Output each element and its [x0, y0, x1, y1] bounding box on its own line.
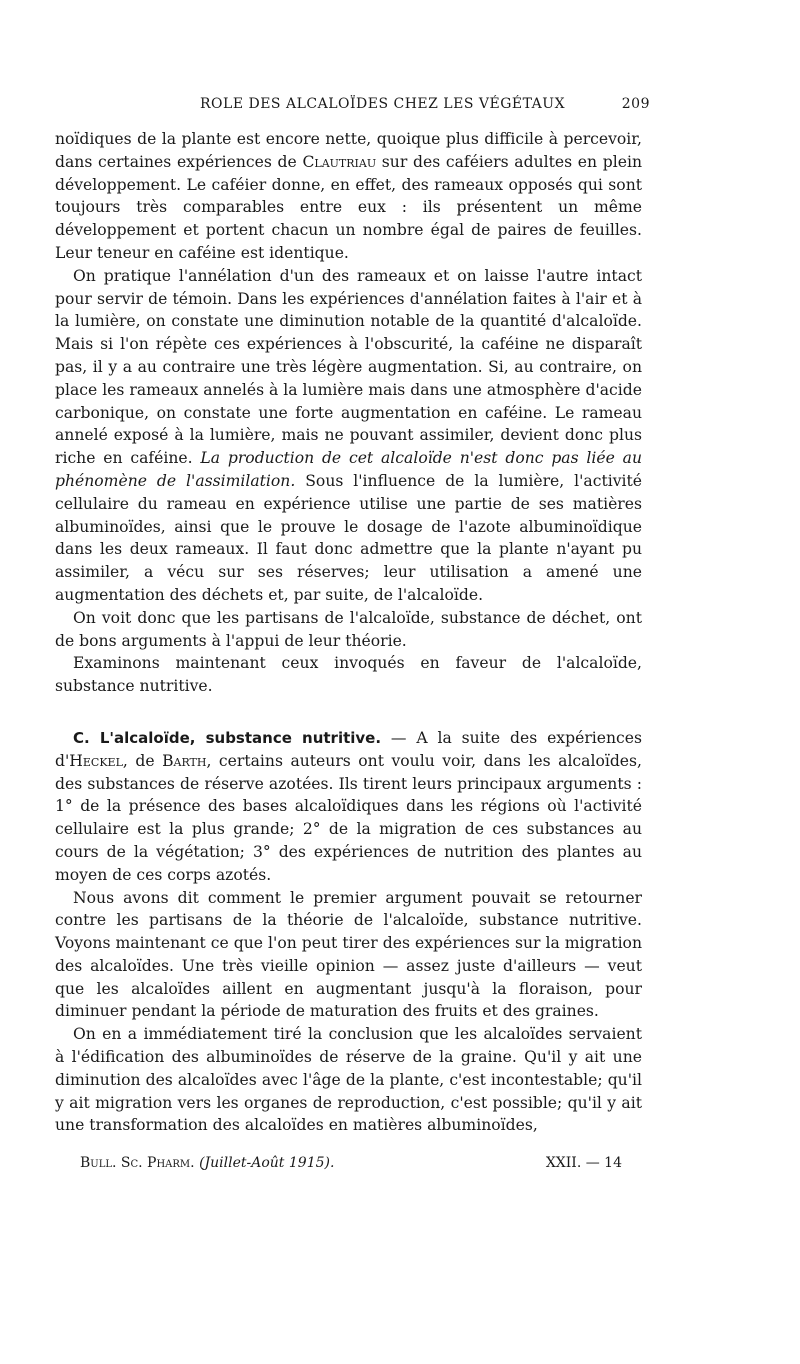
paragraph-7: On en a immédiatement tiré la conclusion que les alcaloïdes servaient à l'édification des albuminoïdes de réserve de la graine. Qu'il y ait une diminution des alcaloïdes avec l'âge de la plante, c'est incontestable; qu'il y ait migration vers les organes de reproduction, c'est possible; qu'il y ait une transformation des alcaloïdes en matières albuminoïdes, [55, 1025, 642, 1135]
paragraph-2 [55, 265, 642, 607]
footer-signature: XXII. — 14 [545, 1155, 622, 1171]
page-number: 209 [621, 96, 650, 112]
paragraph-6: Nous avons dit comment le premier argument pouvait se retourner contre les partisans de la théorie de l'alcaloïde, substance nutritive. Voyons maintenant ce que l'on peut tirer des expériences sur la migration des alcaloïdes. Une très vieille opinion — assez juste d'ailleurs — veut que les alcaloïdes aillent en augmentant jusqu'à la floraison, pour diminuer pendant la période de maturation des fruits et des graines. [55, 888, 642, 1021]
author-name: Heckel [69, 751, 123, 770]
footer-journal [80, 1155, 334, 1171]
text-run: On pratique l'annélation d'un des rameaux et on laisse l'autre intact pour servir de témoin. Dans les expériences d'annélation faites à l'air et à la lumière, on constate une diminution notable de la quantité d'alcaloïde. Mais si l'on répète ces expériences à l'obscurité, la caféine ne disparaît pas, il y a au contraire une très légère augmentation. Si, au contraire, on place les rameaux annelés à la lumière mais dans une atmosphère d'acide carbonique, on constate une forte augmentation en caféine. Le rameau annelé exposé à la lumière, mais ne pouvant assimiler, devient donc plus riche en caféine. [55, 266, 642, 468]
italic-phrase: La production de cet alcaloïde n'est donc pas liée au phénomène de l'assimilation. [55, 449, 642, 490]
text-run: sur des caféiers adultes en plein développement. Le caféier donne, en effet, des rameaux opposés qui sont toujours très comparables entre eux : ils présentent un même développement et portent chacun un nombre égal de paires de feuilles. Leur teneur en caféine est identique. [55, 152, 642, 262]
section-heading: C. L'alcaloïde, substance nutritive. [73, 728, 382, 747]
paragraph-1 [55, 128, 642, 265]
text-run: Sous l'influence de la lumière, l'activité cellulaire du rameau en expérience utilise une partie de ses matières albuminoïdes, ainsi que le prouve le dosage de l'azote albuminoïdique dans les deux rameaux. Il faut donc admettre que la plante n'ayant pu assimiler, a vécu sur ses réserves; leur utilisation a amené une augmentation des déchets et, par suite, de l'alcaloïde. [55, 471, 643, 604]
paragraph-section-c [55, 727, 642, 887]
paragraph-4: Examinons maintenant ceux invoqués en faveur de l'alcaloïde, substance nutritive. [55, 654, 642, 696]
issue-date: (Juillet-Août 1915). [199, 1155, 335, 1171]
running-head [60, 96, 650, 120]
text-run: — A la suite des expériences d' [55, 728, 642, 770]
paragraph-3: On voit donc que les partisans de l'alcaloïde, substance de déchet, ont de bons arguments à l'appui de leur théorie. [55, 608, 642, 650]
journal-abbrev: Bull. Sc. Pharm. [80, 1155, 195, 1171]
author-name: Clautriau [302, 152, 377, 171]
body-text [55, 128, 642, 1137]
text-run: , certains auteurs ont voulu voir, dans les alcaloïdes, des substances de réserve azotées. Ils tirent leurs principaux arguments : 1° de la présence des bases alcaloïdiques dans les régions où l'activité cellulaire est la plus grande; 2° de la migration de ces substances au cours de la végétation; 3° des expériences de nutrition des plantes au moyen de ces corps azotés. [55, 751, 642, 884]
running-title: ROLE DES ALCALOÏDES CHEZ LES VÉGÉTAUX [200, 96, 566, 112]
text-run: , de [122, 751, 163, 770]
text-run: noïdiques de la plante est encore nette, quoique plus difficile à percevoir, dans certaines expériences de [55, 130, 642, 171]
author-name: Barth [162, 751, 207, 770]
